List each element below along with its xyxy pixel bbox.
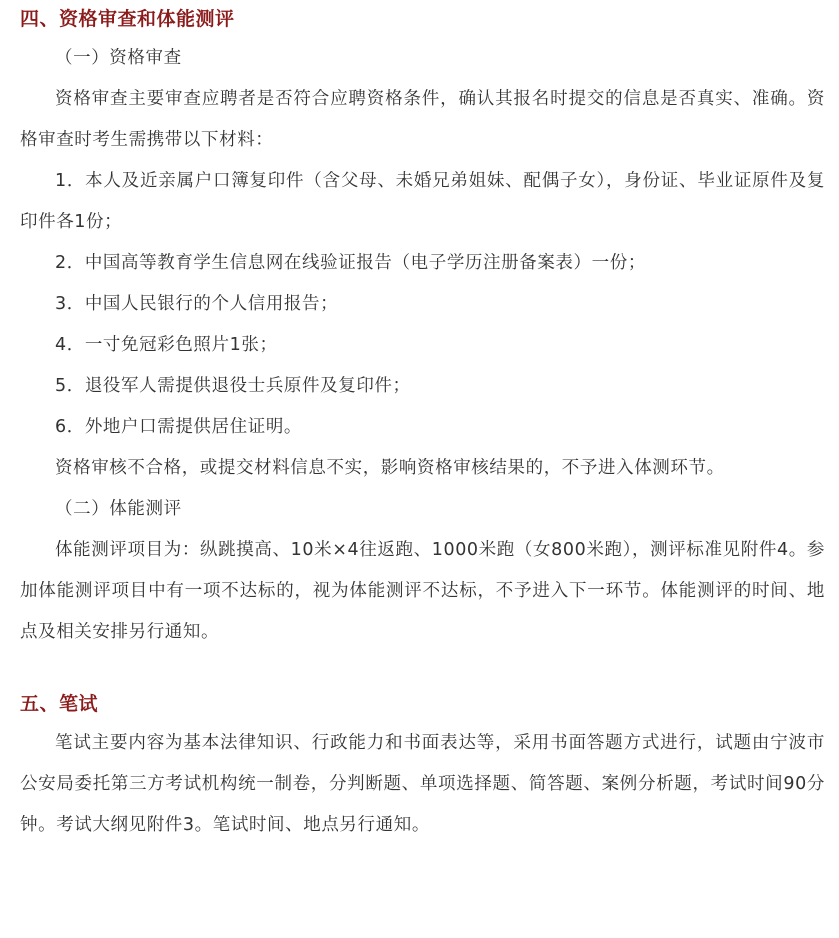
qualification-review-intro: 资格审查主要审查应聘者是否符合应聘资格条件，确认其报名时提交的信息是否真实、准确。资格审查时考生需携带以下材料： [20,89,825,150]
written-exam-body: 笔试主要内容为基本法律知识、行政能力和书面表达等，采用书面答题方式进行，试题由宁波市公安局委托第三方考试机构统一制卷，分判断题、单项选择题、简答题、案例分析题，考试时间90分钟。考试大纲见附件3。笔试时间、地点另行通知。 [20,733,825,835]
section-5-heading: 五、笔试 [20,693,99,715]
material-item-1: 1．本人及近亲属户口簿复印件（含父母、未婚兄弟姐妹、配偶子女），身份证、毕业证原件及复印件各1份； [20,171,825,232]
material-item-4: 4．一寸免冠彩色照片1张； [55,335,278,355]
subsection-fitness-test-heading: （二）体能测评 [55,499,182,519]
material-item-3: 3．中国人民银行的个人信用报告； [55,294,339,314]
material-item-5: 5．退役军人需提供退役士兵原件及复印件； [55,376,411,396]
required-materials-list [20,161,825,448]
section-4-heading: 四、资格审查和体能测评 [20,8,235,30]
material-item-2: 2．中国高等教育学生信息网在线验证报告（电子学历注册备案表）一份； [55,253,646,273]
material-item-6: 6．外地户口需提供居住证明。 [55,417,303,437]
fitness-test-body: 体能测评项目为：纵跳摸高、10米×4往返跑、1000米跑（女800米跑），测评标准见附件4。参加体能测评项目中有一项不达标的，视为体能测评不达标，不予进入下一环节。体能测评的时间、地点及相关安排另行通知。 [20,540,825,642]
qualification-review-note: 资格审核不合格，或提交材料信息不实，影响资格审核结果的，不予进入体测环节。 [55,458,725,478]
subsection-qualification-review-heading: （一）资格审查 [55,48,182,68]
